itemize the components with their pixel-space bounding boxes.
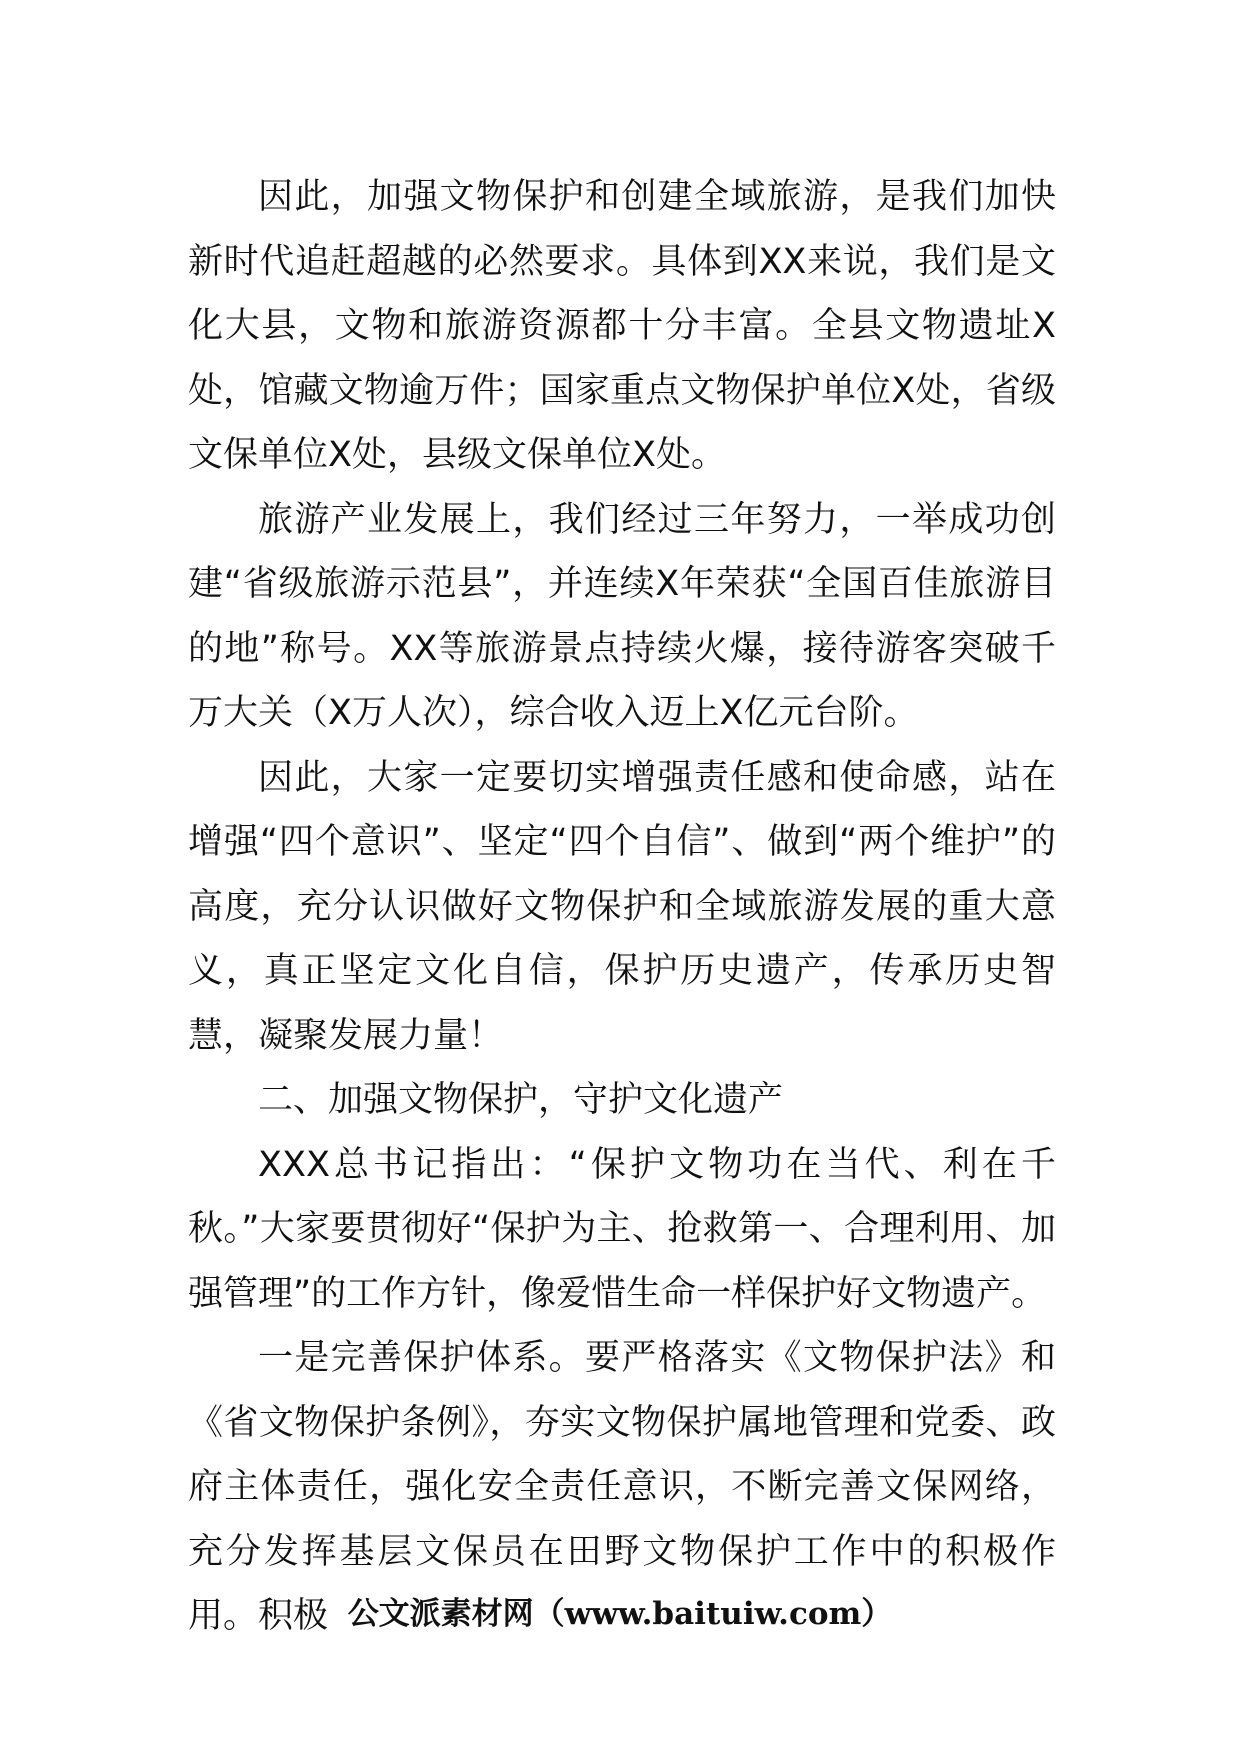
paragraph-5: 一是完善保护体系。要严格落实《文物保护法》和《省文物保护条例》，夯实文物保护属地管理和党委、政府主体责任，强化安全责任意识，不断完善文保网络，充分发挥基层文保员在田野文物保护工作中的积极作用。积极 [188, 1338, 1056, 1636]
paragraph-3: 因此，大家一定要切实增强责任感和使命感，站在增强“四个意识”、坚定“四个自信”、做到“两个维护”的高度，充分认识做好文物保护和全域旅游发展的重大意义，真正坚定文化自信，保护历史遗产，传承历史智慧，凝聚发展力量！ [188, 757, 1056, 1056]
section-heading: 二、加强文物保护，守护文化遗产 [258, 1080, 784, 1120]
paragraph-4: XXX总书记指出：“保护文物功在当代、利在千秋。”大家要贯彻好“保护为主、抢救第一、合理利用、加强管理”的工作方针，像爱惜生命一样保护好文物遗产。 [188, 1144, 1056, 1314]
document-body [188, 165, 1056, 1649]
footer-watermark: 公文派素材网（www.baituiw.com） [347, 1596, 893, 1632]
paragraph-1: 因此，加强文物保护和创建全域旅游，是我们加快新时代追赶超越的必然要求。具体到XX来说，我们是文化大县，文物和旅游资源都十分丰富。全县文物遗址X处，馆藏文物逾万件；国家重点文物保护单位X处，省级文保单位X处，县级文保单位X处。 [188, 177, 1056, 475]
paragraph-2: 旅游产业发展上，我们经过三年努力，一举成功创建“省级旅游示范县”，并连续X年荣获“全国百佳旅游目的地”称号。XX等旅游景点持续火爆，接待游客突破千万大关（X万人次），综合收入迈上X亿元台阶。 [188, 499, 1056, 733]
